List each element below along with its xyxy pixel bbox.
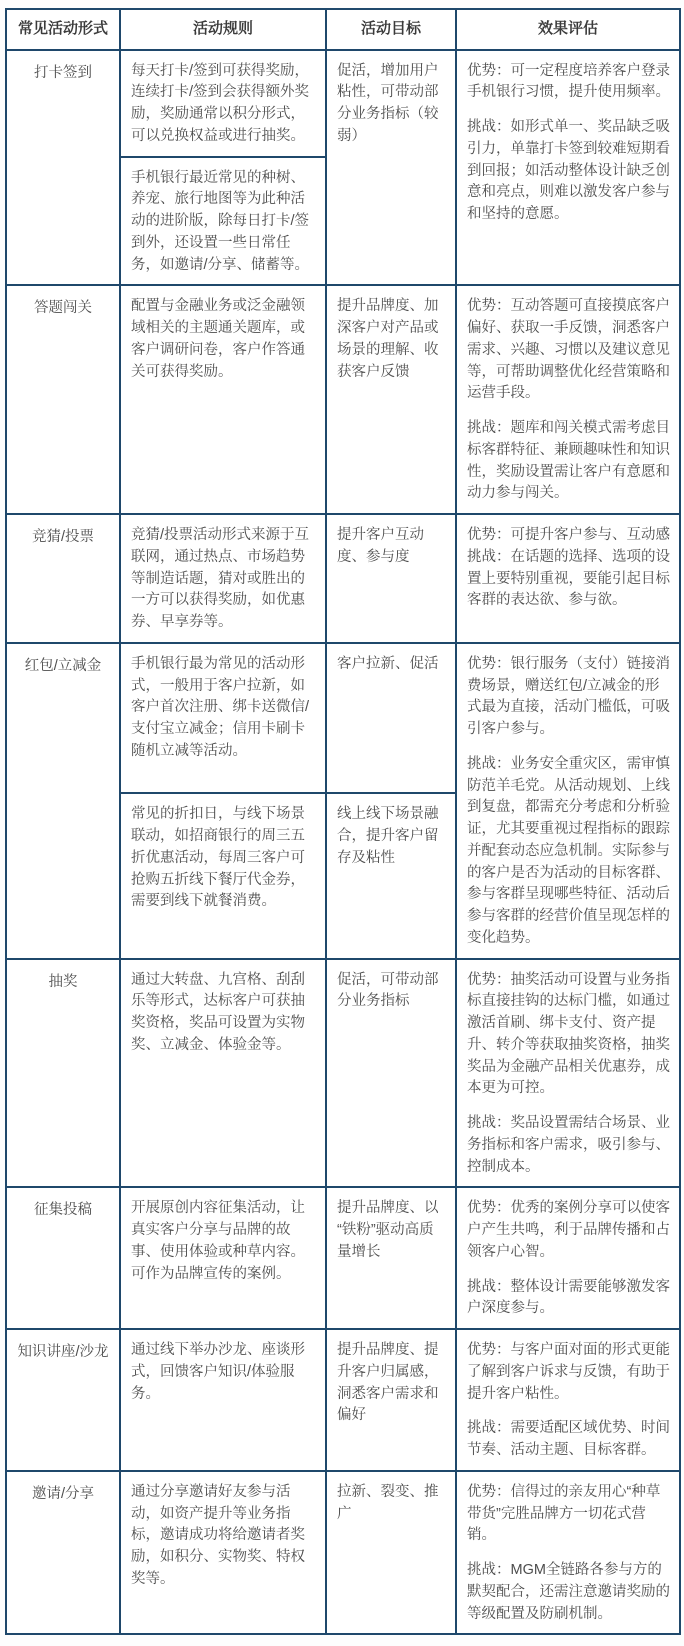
eval-strengths-paragraph: 优势：银行服务（支付）链接消费场景，赠送红包/立减金的形式最为直接，活动门槛低，可吸引客户参与。	[467, 655, 670, 737]
eval-strengths-paragraph: 优势：可一定程度培养客户登录手机银行习惯，提升使用频率。	[467, 62, 670, 101]
cell-evaluation	[456, 959, 680, 1188]
cell-rules	[120, 1187, 326, 1329]
table-row	[6, 1329, 680, 1471]
table-row	[6, 50, 680, 157]
table-row	[6, 514, 680, 643]
rules-paragraph: 每天打卡/签到可获得奖励，连续打卡/签到会获得额外奖励，奖励通常以积分形式，可以兑换权益或进行抽奖。	[131, 62, 310, 144]
goal-paragraph: 促活，可带动部分业务指标	[337, 971, 439, 1010]
goal-paragraph: 提升客户互动度、参与度	[337, 527, 424, 565]
rules-paragraph: 开展原创内容征集活动，让真实客户分享与品牌的故事、使用体验或种草内容。可作为品牌宣传的案例。	[131, 1200, 305, 1282]
table-row	[6, 1471, 680, 1635]
activity-table	[5, 8, 681, 1635]
cell-activity-form: 答题闯关	[6, 285, 120, 514]
table-row	[6, 1187, 680, 1329]
cell-rules	[120, 50, 326, 157]
rules-paragraph: 常见的折扣日，与线下场景联动，如招商银行的周三五折优惠活动，每周三客户可抢购五折线下餐厅代金券，需要到线下就餐消费。	[131, 806, 305, 910]
eval-challenges-paragraph: 挑战：题库和闯关模式需考虑目标客群特征、兼顾趣味性和知识性，奖励设置需让客户有意愿和动力参与闯关。	[467, 420, 670, 502]
cell-activity-form: 抽奖	[6, 959, 120, 1188]
cell-goal	[326, 959, 456, 1188]
cell-goal	[326, 514, 456, 643]
cell-activity-form: 红包/立减金	[6, 643, 120, 959]
cell-goal	[326, 793, 456, 958]
cell-evaluation	[456, 1471, 680, 1635]
rules-paragraph: 通过分享邀请好友参与活动，如资产提升等业务指标，邀请成功将给邀请者奖励，如积分、实物奖、特权奖等。	[131, 1483, 305, 1587]
table-row	[6, 643, 680, 794]
eval-strengths-paragraph: 优势：信得过的亲友用心“种草带货”完胜品牌方一切花式营销。	[467, 1483, 661, 1544]
cell-evaluation	[456, 643, 680, 959]
rules-paragraph: 通过线下举办沙龙、座谈形式，回馈客户知识/体验服务。	[131, 1342, 305, 1402]
eval-challenges-paragraph: 挑战：奖品设置需结合场景、业务指标和客户需求，吸引参与、控制成本。	[467, 1115, 670, 1175]
cell-evaluation	[456, 514, 680, 643]
cell-goal	[326, 1187, 456, 1329]
rules-paragraph: 手机银行最近常见的种树、养宠、旅行地图等为此种活动的进阶版，除每日打卡/签到外，还设置一些日常任务，如邀请/分享、储蓄等。	[131, 169, 310, 273]
cell-rules	[120, 643, 326, 794]
eval-strengths-paragraph: 优势：抽奖活动可设置与业务指标直接挂钩的达标门槛，如通过激活首刷、绑卡支付、资产提升、转介等获取抽奖资格，抽奖奖品为金融产品相关优惠券，成本更为可控。	[467, 971, 670, 1097]
cell-rules	[120, 793, 326, 958]
cell-rules	[120, 157, 326, 286]
table-row	[6, 285, 680, 514]
cell-evaluation	[456, 50, 680, 286]
cell-goal	[326, 50, 456, 286]
cell-rules	[120, 959, 326, 1188]
eval-challenges-paragraph: 挑战：MGM全链路各参与方的默契配合，还需注意邀请奖励的等级配置及防刷机制。	[467, 1562, 670, 1622]
goal-paragraph: 线上线下场景融合，提升客户留存及粘性	[337, 806, 439, 866]
cell-activity-form: 征集投稿	[6, 1187, 120, 1329]
eval-strengths-paragraph: 优势：互动答题可直接摸底客户偏好、获取一手反馈，洞悉客户需求、兴趣、习惯以及建议意见等，可帮助调整优化经营策略和运营手段。	[467, 298, 670, 402]
header-row	[6, 9, 680, 50]
column-header-evaluation: 效果评估	[456, 9, 680, 50]
column-header-activity-form: 常见活动形式	[6, 9, 120, 50]
eval-challenges-paragraph: 挑战：整体设计需要能够激发客户深度参与。	[467, 1278, 670, 1317]
cell-evaluation	[456, 1187, 680, 1329]
goal-paragraph: 拉新、裂变、推广	[337, 1483, 439, 1522]
goal-paragraph: 客户拉新、促活	[337, 655, 439, 672]
column-header-rules: 活动规则	[120, 9, 326, 50]
goal-paragraph: 提升品牌度、提升客户归属感，洞悉客户需求和偏好	[337, 1342, 439, 1424]
cell-rules	[120, 1471, 326, 1635]
cell-goal	[326, 1329, 456, 1471]
column-header-goal: 活动目标	[326, 9, 456, 50]
cell-evaluation	[456, 1329, 680, 1471]
eval-challenges-paragraph: 挑战：需要适配区域优势、时间节奏、活动主题、目标客群。	[467, 1420, 670, 1458]
cell-goal	[326, 643, 456, 794]
cell-rules	[120, 1329, 326, 1471]
cell-activity-form: 竞猜/投票	[6, 514, 120, 643]
eval-challenges-paragraph: 挑战：业务安全重灾区，需审慎防范羊毛党。从活动规划、上线到复盘，都需充分考虑和分析验证，尤其要重视过程指标的跟踪并配套动态应急机制。实际参与的客户是否为活动的目标客群、参与客群呈现哪些特征、活动后参与客群的经营价值呈现怎样的变化趋势。	[467, 755, 670, 946]
cell-activity-form: 打卡签到	[6, 50, 120, 286]
goal-paragraph: 提升品牌度、加深客户对产品或场景的理解、收获客户反馈	[337, 298, 439, 380]
cell-rules	[120, 285, 326, 514]
eval-strengths-paragraph: 优势：可提升客户参与、互动感	[467, 527, 670, 543]
eval-challenges-paragraph: 挑战：如形式单一、奖品缺乏吸引力，单靠打卡签到较难短期看到回报；如活动整体设计缺乏创意和亮点，则难以激发客户参与和坚持的意愿。	[467, 119, 670, 222]
table-row	[6, 959, 680, 1188]
eval-strengths-paragraph: 优势：优秀的案例分享可以使客户产生共鸣，利于品牌传播和占领客户心智。	[467, 1200, 670, 1260]
cell-activity-form: 知识讲座/沙龙	[6, 1329, 120, 1471]
rules-paragraph: 通过大转盘、九宫格、刮刮乐等形式，达标客户可获抽奖资格，奖品可设置为实物奖、立减金、体验金等。	[131, 971, 305, 1053]
cell-rules	[120, 514, 326, 643]
rules-paragraph: 手机银行最为常见的活动形式，一般用于客户拉新，如客户首次注册、绑卡送微信/支付宝立减金；信用卡刷卡随机立减等活动。	[131, 655, 310, 759]
goal-paragraph: 提升品牌度、以“铁粉”驱动高质量增长	[337, 1200, 439, 1260]
eval-challenges-paragraph: 挑战：在话题的选择、选项的设置上要特别重视，要能引起目标客群的表达欲、参与欲。	[467, 548, 670, 609]
cell-evaluation	[456, 285, 680, 514]
cell-goal	[326, 1471, 456, 1635]
eval-strengths-paragraph: 优势：与客户面对面的形式更能了解到客户诉求与反馈，有助于提升客户粘性。	[467, 1342, 670, 1402]
cell-goal	[326, 285, 456, 514]
rules-paragraph: 竞猜/投票活动形式来源于互联网，通过热点、市场趋势等制造话题，猜对或胜出的一方可以获得奖励，如优惠券、早享券等。	[131, 527, 310, 630]
cell-activity-form: 邀请/分享	[6, 1471, 120, 1635]
goal-paragraph: 促活，增加用户粘性，可带动部分业务指标（较弱）	[337, 62, 439, 144]
rules-paragraph: 配置与金融业务或泛金融领域相关的主题通关题库，或客户调研问卷，客户作答通关可获得奖励。	[131, 298, 305, 380]
